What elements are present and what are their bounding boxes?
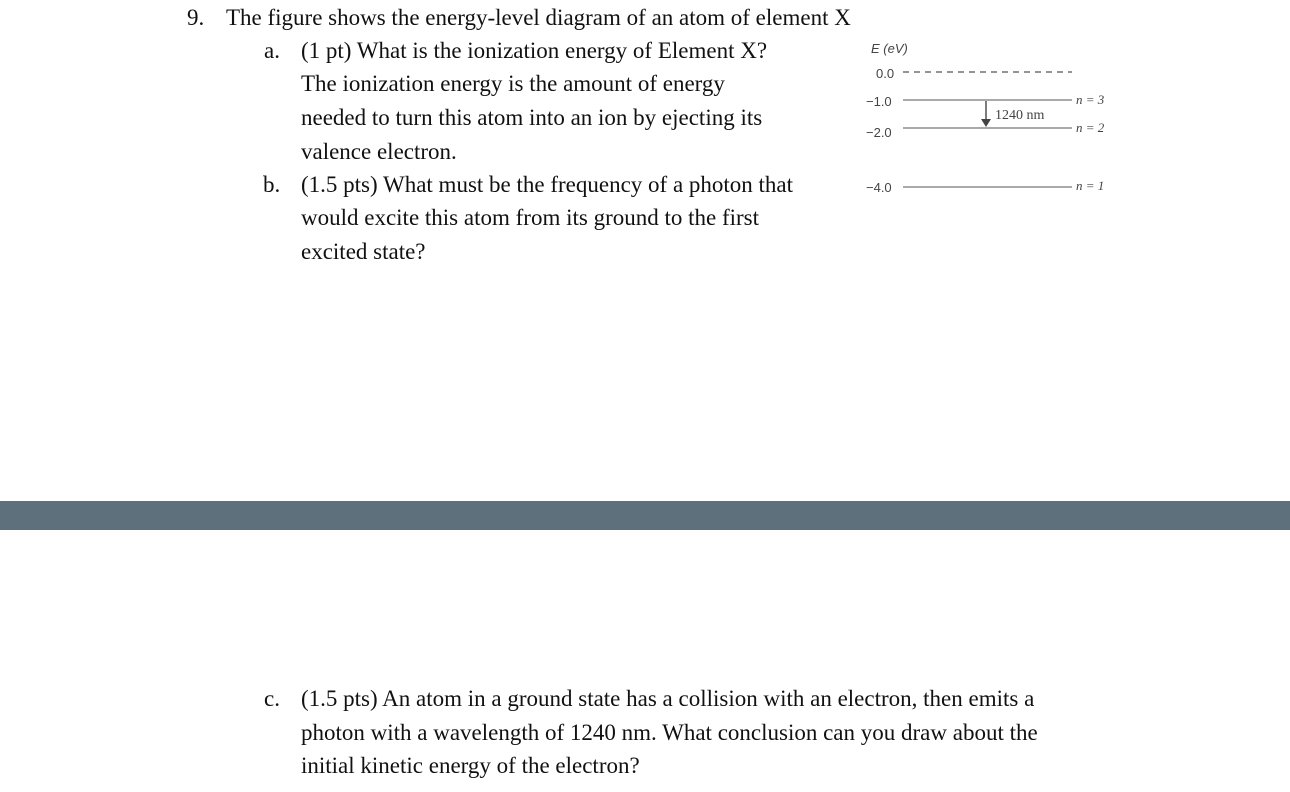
part-b-line-1: (1.5 pts) What must be the frequency of a photon that bbox=[301, 172, 794, 197]
page-divider-bar bbox=[0, 501, 1290, 530]
part-c-line-3: initial kinetic energy of the electron? bbox=[301, 753, 640, 778]
part-c-marker: c. bbox=[264, 686, 280, 711]
state-label-n3: n = 3 bbox=[1076, 92, 1105, 107]
part-a-line-2: The ionization energy is the amount of energy bbox=[301, 71, 725, 96]
part-c-line-1: (1.5 pts) An atom in a ground state has a collision with an electron, then emits a bbox=[301, 686, 1035, 711]
energy-label-2: −2.0 bbox=[866, 125, 892, 140]
energy-label-0: 0.0 bbox=[876, 66, 895, 81]
state-label-n1: n = 1 bbox=[1076, 178, 1105, 193]
part-a-line-4: valence electron. bbox=[301, 139, 457, 164]
energy-label-1: −1.0 bbox=[866, 94, 892, 109]
part-b-marker: b. bbox=[263, 172, 281, 197]
part-b-line-2: would excite this atom from its ground to the first bbox=[301, 205, 760, 230]
part-a-line-3: needed to turn this atom into an ion by ejecting its bbox=[301, 105, 763, 130]
energy-level-diagram bbox=[860, 35, 1130, 200]
part-a-line-1: (1 pt) What is the ionization energy of Element X? bbox=[301, 38, 768, 63]
part-c-line-2: photon with a wavelength of 1240 nm. What conclusion can you draw about the bbox=[301, 720, 1038, 745]
part-b-line-3: excited state? bbox=[301, 239, 426, 264]
energy-label-3: −4.0 bbox=[866, 180, 892, 195]
axis-label: E (eV) bbox=[871, 41, 908, 56]
question-title: The figure shows the energy-level diagram of an atom of element X bbox=[226, 5, 851, 30]
state-label-n2: n = 2 bbox=[1076, 120, 1105, 135]
question-number: 9. bbox=[187, 5, 205, 30]
part-a-marker: a. bbox=[264, 38, 280, 63]
transition-arrow-head bbox=[981, 119, 991, 127]
transition-label: 1240 nm bbox=[995, 108, 1045, 123]
